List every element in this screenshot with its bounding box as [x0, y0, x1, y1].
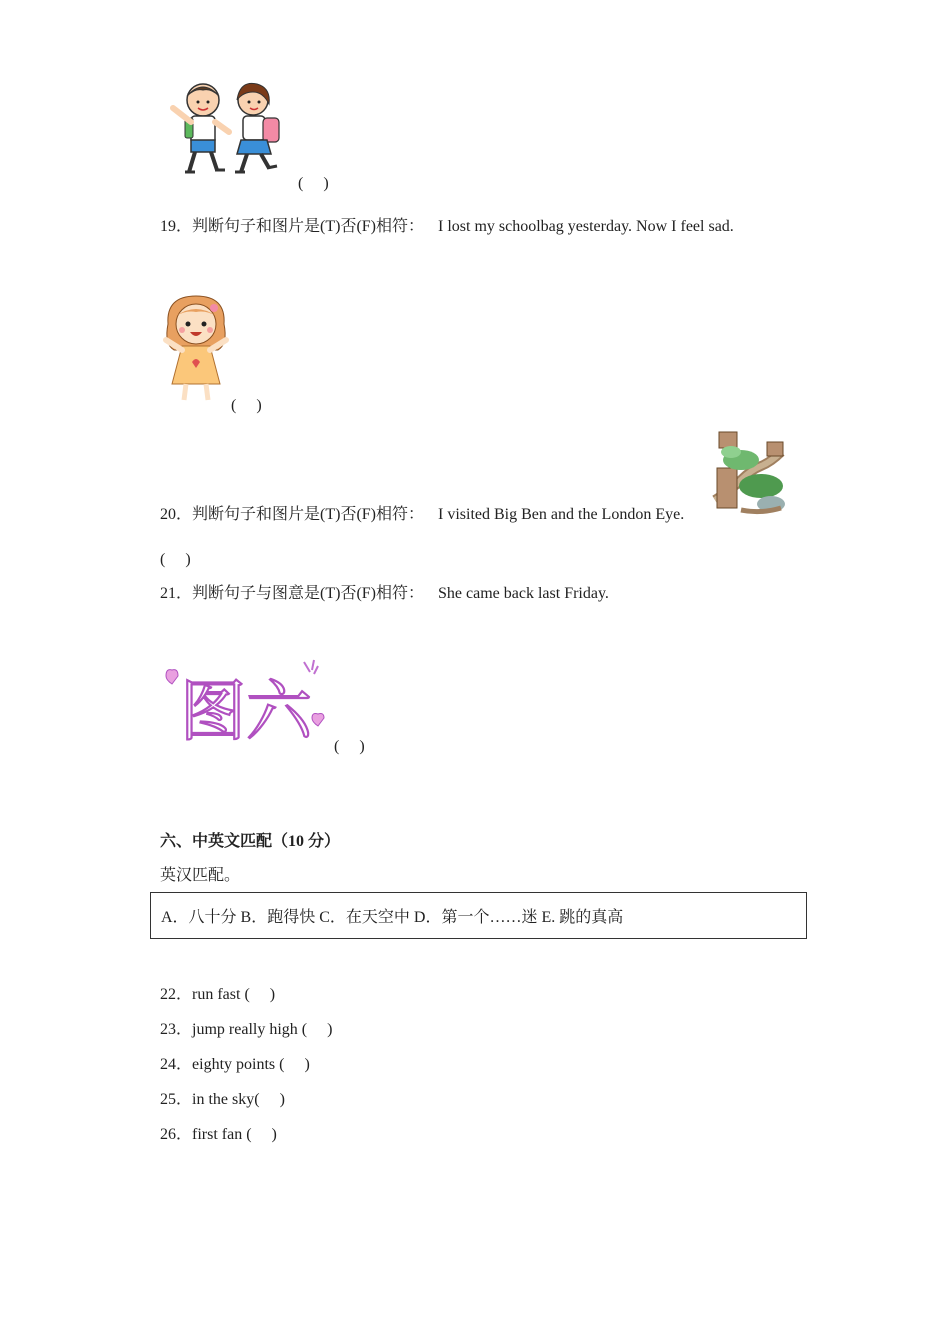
q18-answer-paren[interactable]: ( ) — [298, 175, 329, 192]
picture-six-image — [162, 656, 332, 750]
match-item-25[interactable] — [160, 1086, 285, 1109]
question-sentence: I visited Big Ben and the London Eye. — [438, 506, 685, 523]
q20-answer-paren[interactable]: ( ) — [160, 551, 191, 568]
q21-answer-paren[interactable]: ( ) — [334, 738, 365, 755]
item-text: in the sky( ) — [192, 1091, 285, 1108]
match-item-24[interactable] — [160, 1051, 310, 1074]
question-instruction: 判断句子与图意是(T)否(F)相符： — [192, 585, 425, 602]
kids-running-image — [165, 78, 290, 183]
question-instruction: 判断句子和图片是(T)否(F)相符： — [192, 506, 425, 523]
question-sentence: She came back last Friday. — [438, 585, 609, 602]
item-number: 26． — [160, 1126, 193, 1143]
item-number: 24． — [160, 1056, 193, 1073]
match-item-26[interactable] — [160, 1121, 277, 1144]
item-text: first fan ( ) — [192, 1126, 277, 1143]
match-item-22[interactable] — [160, 981, 275, 1004]
question-20 — [160, 501, 684, 524]
question-instruction: 判断句子和图片是(T)否(F)相符： — [192, 218, 425, 235]
great-wall-image — [711, 430, 787, 518]
match-item-23[interactable] — [160, 1016, 332, 1039]
section-6-title: 六、中英文匹配（10 分） — [160, 833, 341, 850]
item-text: run fast ( ) — [192, 986, 276, 1003]
item-number: 22． — [160, 986, 193, 1003]
item-number: 23． — [160, 1021, 193, 1038]
options-box — [150, 892, 807, 939]
question-number: 21． — [160, 585, 193, 602]
happy-girl-image — [160, 294, 232, 404]
section-6-subtitle: 英汉匹配。 — [160, 867, 241, 884]
question-sentence: I lost my schoolbag yesterday. Now I feel sad. — [438, 218, 734, 235]
q19-answer-paren[interactable]: ( ) — [231, 397, 262, 414]
picture-six-text: 图六 — [180, 673, 312, 750]
question-19 — [160, 213, 734, 236]
item-number: 25． — [160, 1091, 193, 1108]
options-text: A．八十分 B．跑得快 C．在天空中 D．第一个……迷 E. 跳的真高 — [161, 909, 624, 926]
question-number: 19． — [160, 218, 193, 235]
item-text: jump really high ( ) — [192, 1021, 333, 1038]
item-text: eighty points ( ) — [192, 1056, 310, 1073]
question-number: 20． — [160, 506, 193, 523]
question-21 — [160, 580, 609, 603]
